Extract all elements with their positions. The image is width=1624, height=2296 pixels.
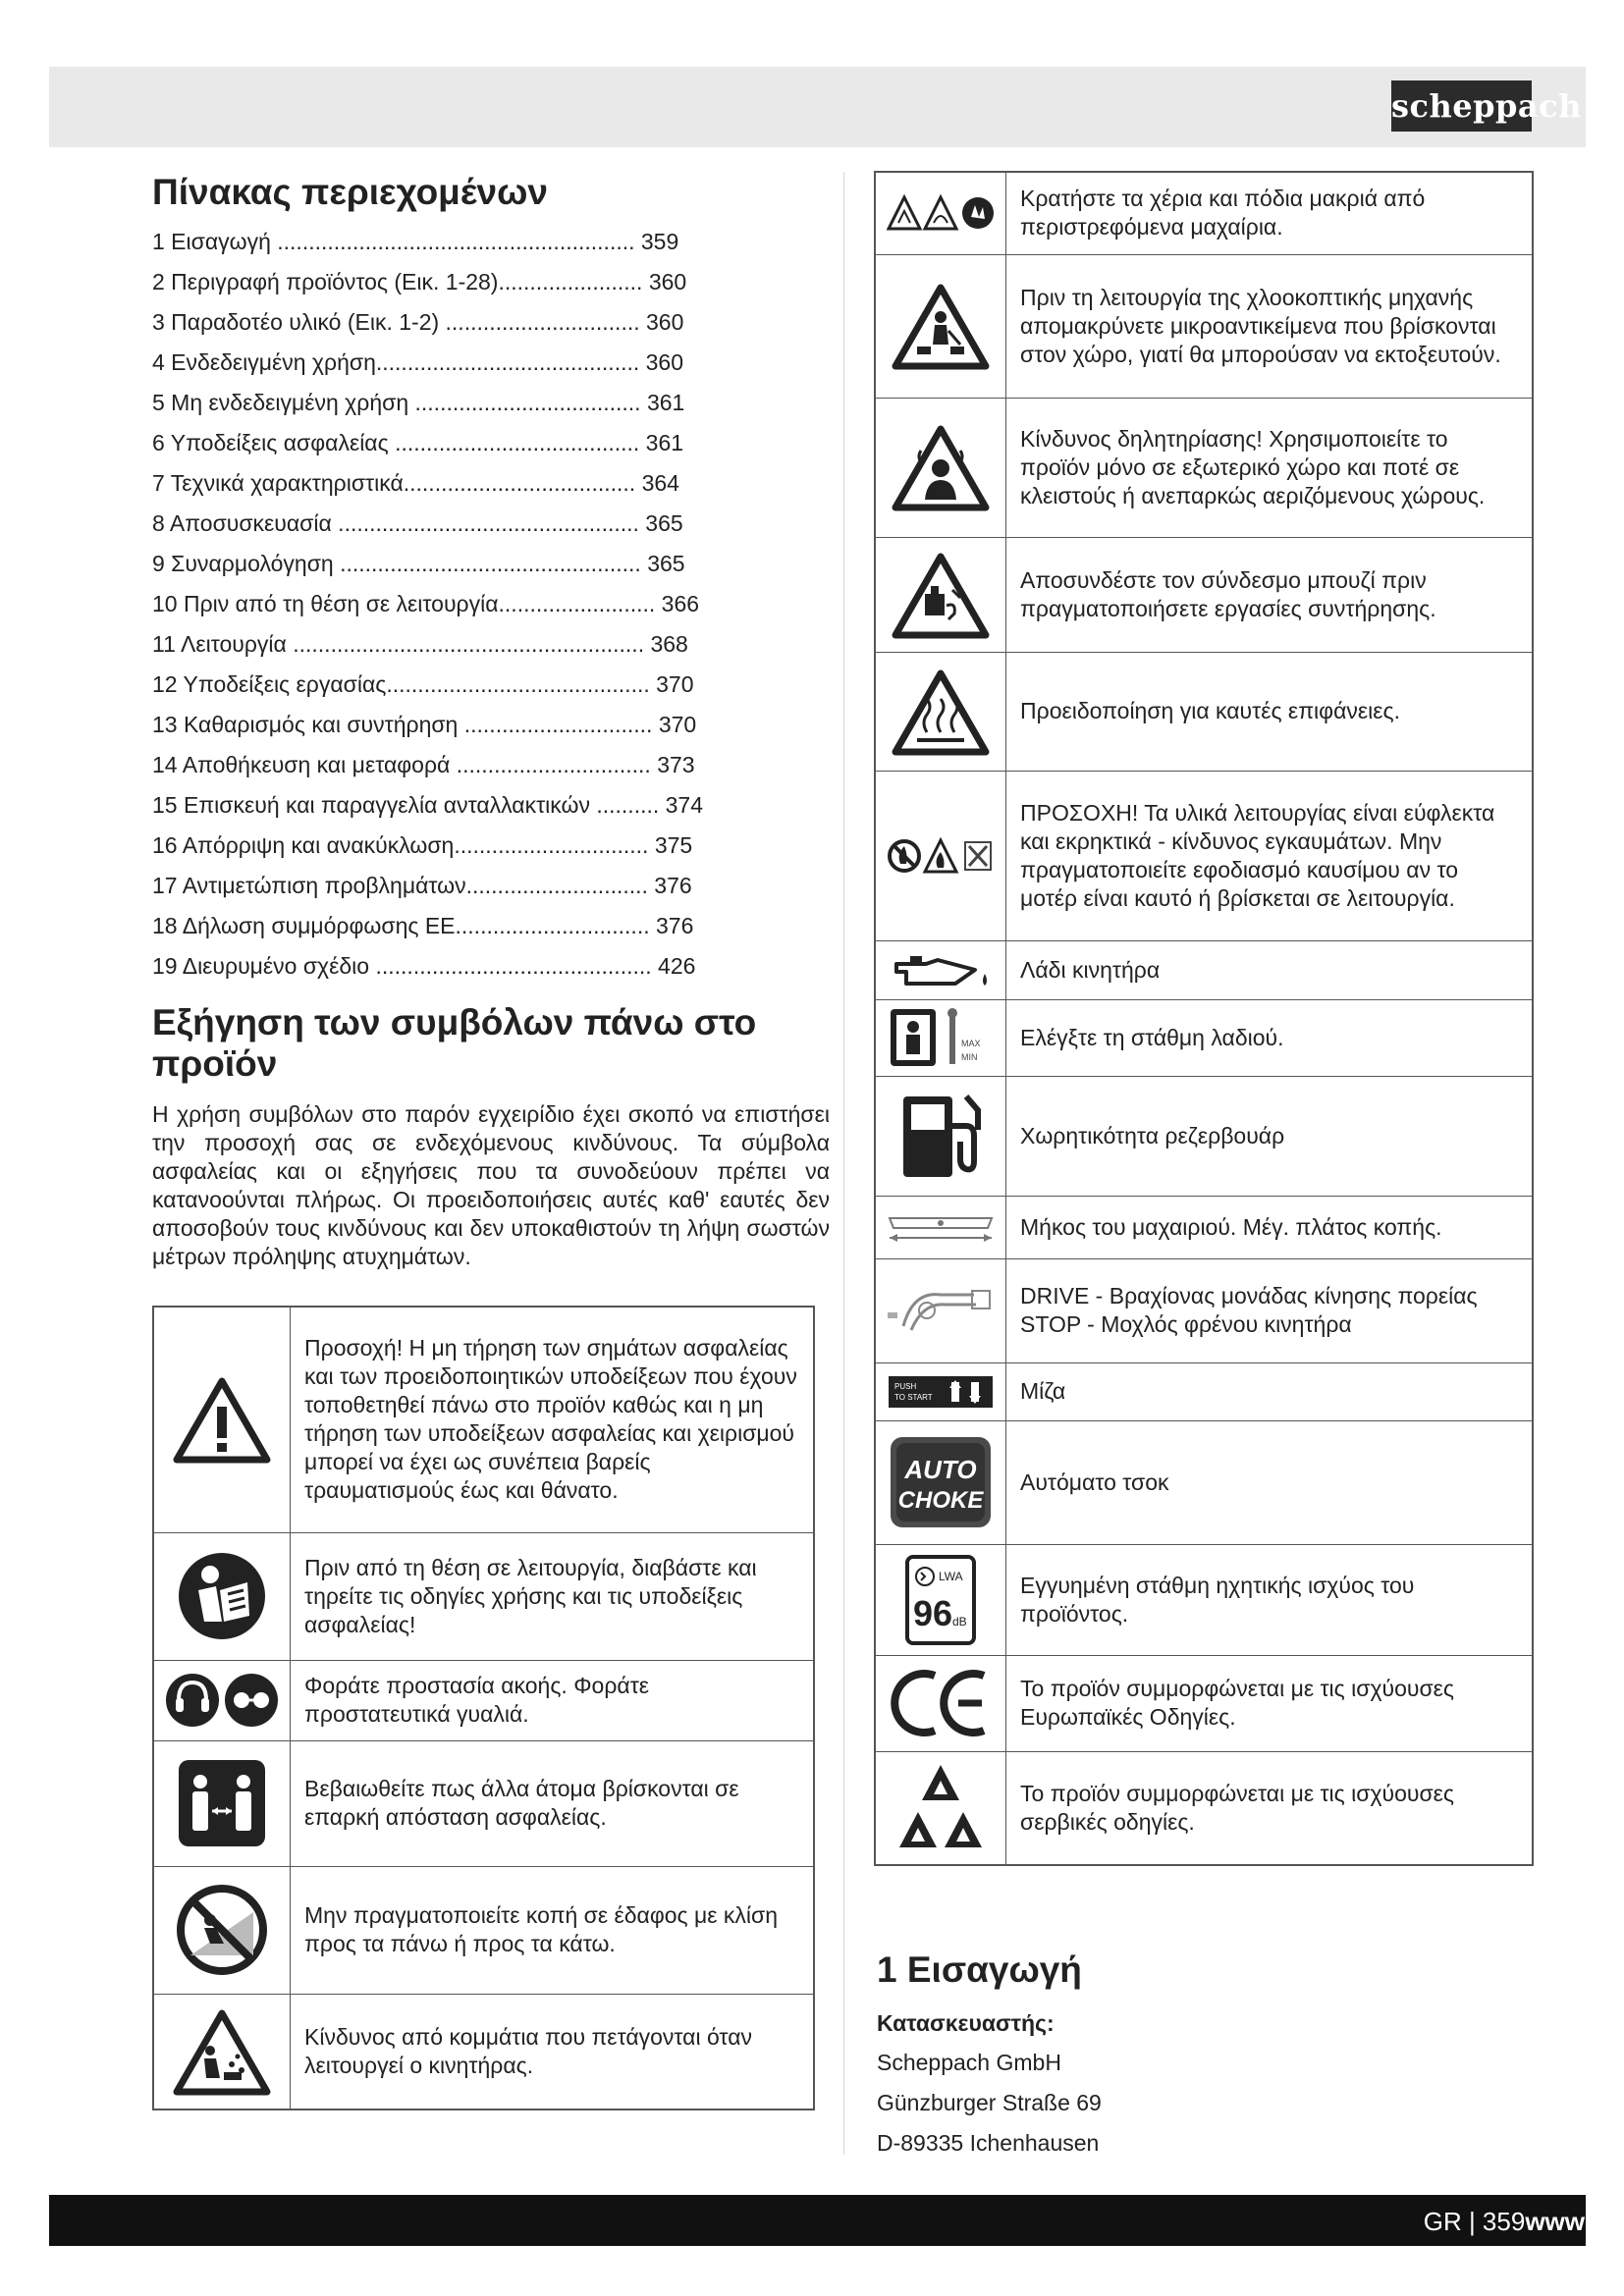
toc-item[interactable]: 18 Δήλωση συμμόρφωσης ΕΕ............................... 376: [152, 913, 694, 938]
symbol-row: [875, 1655, 1533, 1751]
ce-mark-icon: [890, 1666, 992, 1740]
oil-max-label: MAX: [961, 1039, 981, 1048]
lwa-label: LWA: [939, 1569, 963, 1583]
introduction-section: [877, 1949, 1505, 2163]
engine-oil-icon: [887, 950, 995, 989]
symbol-icon-cell: [153, 1866, 291, 1994]
symbol-text: Φοράτε προστασία ακοής. Φοράτε προστατευτικά γυαλιά.: [291, 1660, 815, 1740]
toc-item[interactable]: 16 Απόρριψη και ανακύκλωση............................... 375: [152, 832, 693, 858]
toc-item[interactable]: 19 Διευρυμένο σχέδιο ............................................ 426: [152, 953, 696, 979]
sound-value: 96: [913, 1592, 953, 1633]
to-start-label: TO START: [894, 1392, 933, 1402]
symbol-text: Το προϊόν συμμορφώνεται με τις ισχύουσες Ευρωπαϊκές Οδηγίες.: [1006, 1655, 1534, 1751]
symbol-row: [875, 1076, 1533, 1196]
footer-web[interactable]: www: [1525, 2207, 1585, 2236]
symbol-icon-cell: [875, 1076, 1006, 1196]
symbol-text: Μην πραγματοποιείτε κοπή σε έδαφος με κλίση προς τα πάνω ή προς τα κάτω.: [291, 1866, 815, 1994]
symbol-row: [153, 1994, 814, 2109]
introduction-heading: 1 Εισαγωγή: [877, 1949, 1082, 1990]
symbol-icon-cell: [153, 1994, 291, 2109]
symbol-row: [875, 254, 1533, 398]
toxic-fumes-icon: [892, 423, 990, 511]
symbol-row: [875, 398, 1533, 537]
symbols-intro: Η χρήση συμβόλων στο παρόν εγχειρίδιο έχει σκοπό να επιστήσει την προσοχή σας σε ενδεχόμενους κινδύνους. Τα σύμβολα ασφαλείας και οι εξηγήσεις που τα συνοδεύουν πρέπει να κατανοούνται πλήρως. Οι προειδοποιήσεις αυτές καθ' εαυτές δεν αποσοβούν τους κινδύνους και δεν υποκαθιστούν τη λήψη σωστών μέτρων πρόληψης ατυχημάτων.: [152, 1101, 830, 1269]
blade-length-icon: [884, 1202, 998, 1252]
symbol-row: [153, 1532, 814, 1660]
sound-power-icon: [901, 1553, 980, 1647]
symbol-icon-cell: [875, 999, 1006, 1076]
column-divider: [843, 172, 844, 2155]
thrown-objects-icon: [173, 2007, 271, 2096]
address-line: D-89335 Ichenhausen: [877, 2130, 1100, 2156]
symbol-icon-cell: [153, 1660, 291, 1740]
symbol-row: [875, 1751, 1533, 1865]
symbol-icon-cell: [875, 1655, 1006, 1751]
ear-eye-protection-icon: [163, 1671, 281, 1730]
symbol-text: Το προϊόν συμμορφώνεται με τις ισχύουσες σερβικές οδηγίες.: [1006, 1751, 1534, 1865]
sound-unit: dB: [952, 1614, 967, 1629]
symbol-row: [153, 1660, 814, 1740]
symbol-text: Εγγυημένη στάθμη ηχητικής ισχύος του προϊόντος.: [1006, 1544, 1534, 1655]
toc-item[interactable]: 7 Τεχνικά χαρακτηριστικά..................................... 364: [152, 470, 679, 496]
symbol-row: [875, 1258, 1533, 1362]
toc-list: [152, 222, 815, 987]
symbol-text: Χωρητικότητα ρεζερβουάρ: [1006, 1076, 1534, 1196]
toc-item[interactable]: 13 Καθαρισμός και συντήρηση .............................. 370: [152, 712, 697, 737]
symbol-row: [875, 940, 1533, 999]
symbol-row: [875, 771, 1533, 940]
symbol-text: Ελέγξτε τη στάθμη λαδιού.: [1006, 999, 1534, 1076]
symbol-text: Κίνδυνος δηλητηρίασης! Χρησιμοποιείτε το προϊόν μόνο σε εξωτερικό χώρο και ποτέ σε κλειστούς ή ανεπαρκώς αεριζόμενους χώρους.: [1006, 398, 1534, 537]
oil-level-icon: [887, 1005, 995, 1070]
symbol-text: Λάδι κινητήρα: [1006, 940, 1534, 999]
symbol-icon-cell: [153, 1532, 291, 1660]
symbol-row: [153, 1307, 814, 1532]
toc-item[interactable]: 8 Αποσυσκευασία ................................................ 365: [152, 510, 683, 536]
toc-item[interactable]: 5 Μη ενδεδειγμένη χρήση .................................... 361: [152, 390, 685, 415]
hot-surface-icon: [892, 667, 990, 756]
symbol-row: [153, 1740, 814, 1866]
address-line: Scheppach GmbH: [877, 2050, 1061, 2075]
page-footer: [1424, 2207, 1585, 2236]
toc-title: Πίνακας περιεχομένων: [152, 172, 548, 212]
symbol-row: [875, 1420, 1533, 1544]
symbol-text: Βεβαιωθείτε πως άλλα άτομα βρίσκονται σε επαρκή απόσταση ασφαλείας.: [291, 1740, 815, 1866]
choke-label: CHOKE: [897, 1487, 984, 1514]
symbol-icon-cell: [875, 172, 1006, 254]
address-line: Günzburger Straße 69: [877, 2090, 1102, 2115]
symbol-icon-cell: [875, 940, 1006, 999]
symbol-text: Κρατήστε τα χέρια και πόδια μακριά από περιστρεφόμενα μαχαίρια.: [1006, 172, 1534, 254]
symbol-icon-cell: [875, 1362, 1006, 1420]
symbol-icon-cell: [153, 1740, 291, 1866]
toc-item[interactable]: 9 Συναρμολόγηση ................................................ 365: [152, 551, 685, 576]
auto-choke-icon: [889, 1435, 993, 1529]
symbol-icon-cell: [875, 1544, 1006, 1655]
symbol-icon-cell: [875, 771, 1006, 940]
symbol-icon-cell: [153, 1307, 291, 1532]
toc-item[interactable]: 15 Επισκευή και παραγγελία ανταλλακτικών .......... 374: [152, 792, 704, 818]
read-manual-icon: [177, 1551, 267, 1641]
toc-item[interactable]: 4 Ενδεδειγμένη χρήση.......................................... 360: [152, 349, 684, 375]
symbols-title: Εξήγηση των συμβόλων πάνω στο προϊόν: [152, 1002, 757, 1084]
toc-item[interactable]: 10 Πριν από τη θέση σε λειτουργία......................... 366: [152, 591, 700, 616]
symbol-icon-cell: [875, 398, 1006, 537]
toc-item[interactable]: 14 Αποθήκευση και μεταφορά ............................... 373: [152, 752, 695, 777]
symbol-icon-cell: [875, 1196, 1006, 1258]
keep-distance-icon: [175, 1756, 269, 1850]
symbol-icon-cell: [875, 1258, 1006, 1362]
symbol-row: [875, 172, 1533, 254]
disconnect-spark-plug-icon: [892, 551, 990, 639]
push-label: PUSH: [894, 1381, 917, 1391]
auto-label: AUTO: [904, 1455, 977, 1484]
symbol-text: Κίνδυνος από κομμάτια που πετάγονται όταν λειτουργεί ο κινητήρας.: [291, 1994, 815, 2109]
no-slope-mowing-icon: [175, 1883, 269, 1977]
symbol-icon-cell: [875, 254, 1006, 398]
footer-band: [49, 2195, 1586, 2246]
fuel-tank-icon: [892, 1087, 990, 1185]
remove-objects-icon: [892, 282, 990, 370]
symbol-icon-cell: [875, 537, 1006, 652]
symbol-text: Προειδοποίηση για καυτές επιφάνειες.: [1006, 652, 1534, 771]
symbol-row: [875, 1544, 1533, 1655]
toc-item[interactable]: 17 Αντιμετώπιση προβλημάτων............................. 376: [152, 873, 692, 898]
symbol-text: DRIVE - Βραχίονας μονάδας κίνησης πορείας STOP - Μοχλός φρένου κινητήρα: [1006, 1258, 1534, 1362]
general-warning-icon: [173, 1375, 271, 1464]
manufacturer-label: Κατασκευαστής:: [877, 2010, 1055, 2036]
symbol-row: [875, 1362, 1533, 1420]
flammable-fuel-icon: [887, 836, 995, 876]
toc-item[interactable]: 11 Λειτουργία ........................................................ 368: [152, 631, 688, 657]
symbol-text: Μίζα: [1006, 1362, 1534, 1420]
symbol-icon-cell: [875, 652, 1006, 771]
symbol-icon-cell: [875, 1420, 1006, 1544]
symbols-table-right: [874, 171, 1534, 1866]
symbol-row: [875, 652, 1533, 771]
symbol-row: [875, 1196, 1533, 1258]
symbol-icon-cell: [875, 1751, 1006, 1865]
symbols-table-left: [152, 1306, 815, 2110]
page-number: GR | 359: [1423, 2207, 1526, 2236]
symbol-row: [153, 1866, 814, 1994]
symbol-text: Αποσυνδέστε τον σύνδεσμο μπουζί πριν πραγματοποιήσετε εργασίες συντήρησης.: [1006, 537, 1534, 652]
toc-item[interactable]: 3 Παραδοτέο υλικό (Εικ. 1-2) ............................... 360: [152, 309, 684, 335]
scheppach-logo: scheppach: [1391, 80, 1532, 132]
toc-item[interactable]: 12 Υποδείξεις εργασίας.......................................... 370: [152, 671, 694, 697]
rotating-blade-icon: [887, 193, 995, 233]
symbol-text: Προσοχή! Η μη τήρηση των σημάτων ασφαλείας και των προειδοποιητικών υποδείξεων που έχουν τοποθετηθεί πάνω στο προϊόν καθώς και η μη τήρηση των υποδείξεων ασφαλείας και χειρισμού μπορεί να έχει ως συνέπεια βαρείς τραυματισμούς έως και θάνατο.: [291, 1307, 815, 1532]
toc-item[interactable]: 2 Περιγραφή προϊόντος (Εικ. 1-28)....................... 360: [152, 269, 687, 294]
symbol-text: ΠΡΟΣΟΧΗ! Τα υλικά λειτουργίας είναι εύφλεκτα και εκρηκτικά - κίνδυνος εγκαυμάτων. Μην πραγματοποιείτε εφοδιασμό καυσίμου αν το μοτέρ είναι καυτό ή βρίσκεται σε λειτουργία.: [1006, 771, 1534, 940]
drive-stop-lever-icon: [884, 1281, 998, 1340]
push-to-start-icon: [887, 1374, 995, 1410]
serbian-conformity-icon: [896, 1761, 985, 1855]
symbol-text: Αυτόματο τσοκ: [1006, 1420, 1534, 1544]
symbol-row: [875, 999, 1533, 1076]
toc-item[interactable]: 6 Υποδείξεις ασφαλείας ....................................... 361: [152, 430, 684, 455]
left-column: [152, 169, 830, 1271]
oil-min-label: MIN: [961, 1052, 978, 1062]
symbol-row: [875, 537, 1533, 652]
header-band: [49, 67, 1586, 147]
symbol-text: Πριν από τη θέση σε λειτουργία, διαβάστε και τηρείτε τις οδηγίες χρήσης και τις υποδείξεις ασφαλείας!: [291, 1532, 815, 1660]
symbol-text: Πριν τη λειτουργία της χλοοκοπτικής μηχανής απομακρύνετε μικροαντικείμενα που βρίσκονται στον χώρο, γιατί θα μπορούσαν να εκτοξευτούν.: [1006, 254, 1534, 398]
symbol-text: Μήκος του μαχαιριού. Μέγ. πλάτος κοπής.: [1006, 1196, 1534, 1258]
toc-item[interactable]: 1 Εισαγωγή ......................................................... 359: [152, 229, 679, 254]
